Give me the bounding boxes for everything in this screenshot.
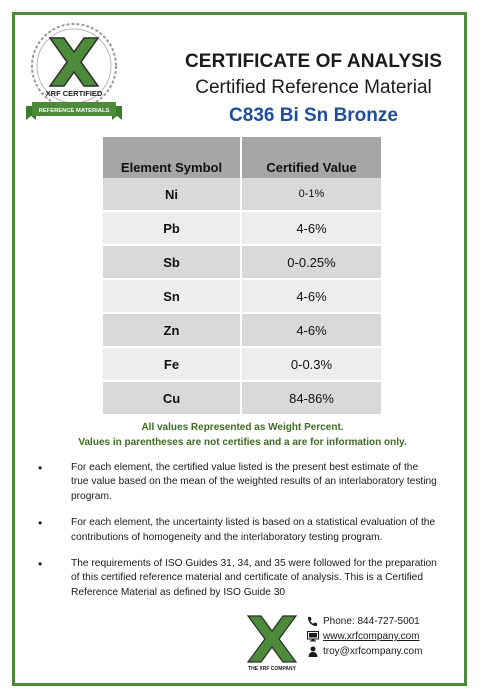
document-subtitle: Certified Reference Material bbox=[195, 77, 432, 98]
table-row bbox=[103, 382, 381, 416]
table-header-row bbox=[103, 137, 381, 178]
table-row bbox=[103, 348, 381, 382]
contact-info bbox=[306, 614, 456, 659]
table-row bbox=[103, 212, 381, 246]
table-row bbox=[103, 178, 381, 212]
list-item bbox=[38, 557, 438, 600]
document-title: CERTIFICATE OF ANALYSIS bbox=[184, 51, 443, 72]
email-row bbox=[306, 644, 456, 659]
xrf-company-logo bbox=[244, 612, 300, 672]
note-line-1: All values Represented as Weight Percent. bbox=[141, 422, 344, 433]
column-header-value: Certified Value bbox=[242, 137, 381, 178]
email-address[interactable]: troy@xrfcompany.com bbox=[323, 646, 423, 657]
phone-row bbox=[306, 614, 456, 629]
certified-value: 0-0.25% bbox=[242, 246, 381, 280]
svg-text:THE XRF COMPANY: THE XRF COMPANY bbox=[248, 666, 296, 672]
bullet-text: For each element, the certified value listed is the present best estimate of the true value based on the mean of the weighted results of an interlaboratory testing program. bbox=[71, 462, 437, 502]
phone-number: Phone: 844-727-5001 bbox=[323, 616, 420, 627]
svg-text:REFERENCE MATERIALS: REFERENCE MATERIALS bbox=[38, 108, 110, 114]
certified-values-table bbox=[103, 137, 381, 416]
list-item bbox=[38, 516, 438, 545]
weight-percent-note bbox=[30, 420, 455, 450]
product-name: C836 Bi Sn Bronze bbox=[229, 105, 398, 126]
list-item bbox=[38, 461, 438, 504]
bullet-dot-icon: • bbox=[38, 461, 43, 475]
bullet-dot-icon: • bbox=[38, 557, 43, 572]
element-symbol: Sn bbox=[103, 280, 242, 314]
certification-bullets bbox=[38, 461, 438, 600]
person-icon bbox=[306, 645, 319, 658]
table-row bbox=[103, 246, 381, 280]
web-monitor-icon bbox=[306, 630, 319, 643]
element-symbol: Zn bbox=[103, 314, 242, 348]
phone-icon bbox=[306, 615, 319, 628]
svg-text:XRF CERTIFIED: XRF CERTIFIED bbox=[45, 89, 103, 98]
element-symbol: Pb bbox=[103, 212, 242, 246]
table-row bbox=[103, 280, 381, 314]
certified-value: 4-6% bbox=[242, 212, 381, 246]
element-symbol: Ni bbox=[103, 178, 242, 212]
element-symbol: Cu bbox=[103, 382, 242, 416]
xrf-certified-seal-logo bbox=[22, 20, 126, 130]
bullet-dot-icon: • bbox=[38, 516, 43, 531]
bullet-text: The requirements of ISO Guides 31, 34, and 35 were followed for the preparation of this certified reference material and certificate of analysis. This is a Certified Reference Material as defined by ISO Guide 30 bbox=[71, 558, 437, 598]
column-header-element: Element Symbol bbox=[103, 137, 242, 178]
website-link[interactable]: www.xrfcompany.com bbox=[323, 631, 420, 642]
note-line-2: Values in parentheses are not certifies and a are for information only. bbox=[78, 437, 407, 448]
website-row bbox=[306, 629, 456, 644]
certified-value: 84-86% bbox=[242, 382, 381, 416]
bullet-text: For each element, the uncertainty listed is based on a statistical evaluation of the contributions of homogeneity and the interlaboratory testing program. bbox=[71, 517, 436, 543]
certified-value: 0-0.3% bbox=[242, 348, 381, 382]
table-row bbox=[103, 314, 381, 348]
certified-value: 4-6% bbox=[242, 280, 381, 314]
title-block bbox=[176, 49, 451, 131]
certified-value: 4-6% bbox=[242, 314, 381, 348]
certified-value: 0-1% bbox=[242, 178, 381, 212]
element-symbol: Sb bbox=[103, 246, 242, 280]
element-symbol: Fe bbox=[103, 348, 242, 382]
